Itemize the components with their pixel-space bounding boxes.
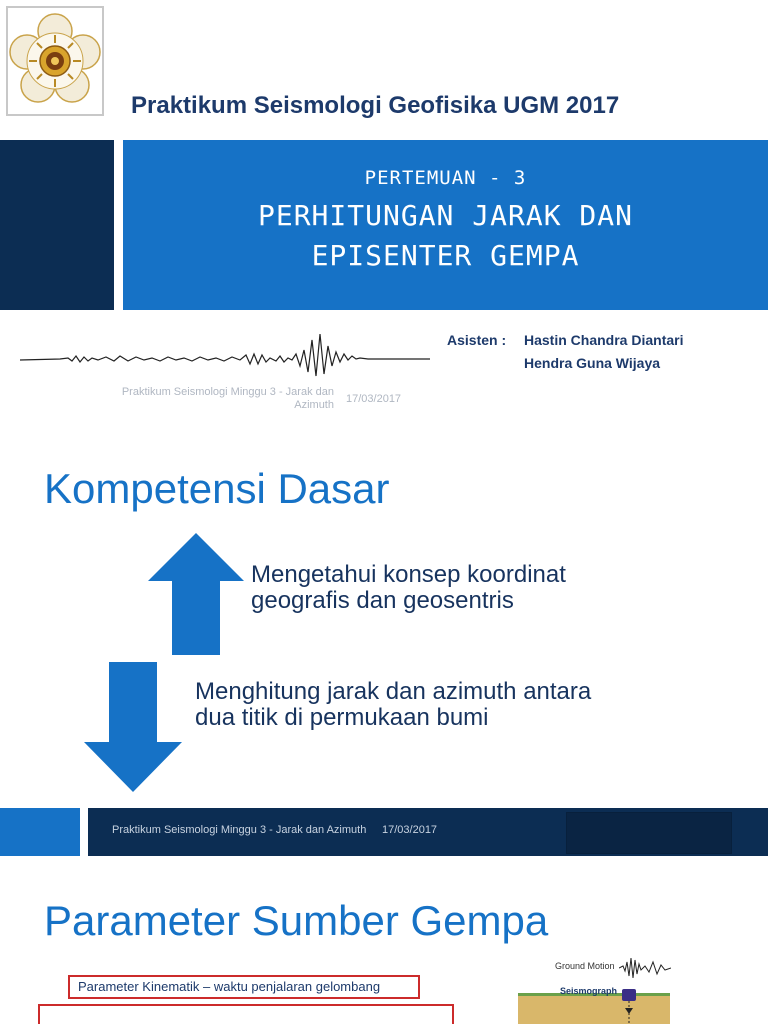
footer-blue-block [0, 808, 80, 856]
navy-accent-block [0, 140, 114, 310]
seismogram-trace [20, 328, 430, 385]
kinematic-parameter-box: Parameter Kinematik – waktu penjalaran gelombang [68, 975, 420, 999]
banner-title-line2: EPISENTER GEMPA [311, 239, 580, 272]
arrow-down-icon [84, 662, 182, 797]
asisten-name-1: Hastin Chandra Diantari [524, 332, 684, 348]
slide2-footer-text: Praktikum Seismologi Minggu 3 - Jarak dan Azimuth [112, 824, 367, 836]
ground-motion-label: Ground Motion [555, 961, 615, 971]
parameter-heading: Parameter Sumber Gempa [44, 897, 549, 944]
competency-point-1: Mengetahui konsep koordinat geografis dan geosentris [251, 561, 566, 614]
ugm-logo [6, 6, 104, 116]
title-banner [123, 140, 768, 310]
banner-title [123, 196, 768, 276]
arrow-up-icon [148, 533, 244, 660]
footer-dark-box [566, 812, 732, 854]
seismograph-illustration [518, 978, 670, 1024]
banner-subtitle: PERTEMUAN - 3 [364, 167, 527, 189]
competency-point-2: Menghitung jarak dan azimuth antara dua titik di permukaan bumi [195, 678, 592, 731]
asisten-name-2: Hendra Guna Wijaya [524, 355, 661, 371]
slide2-footer-date: 17/03/2017 [382, 824, 438, 836]
banner-title-line1: PERHITUNGAN JARAK DAN [257, 199, 633, 232]
kompetensi-heading: Kompetensi Dasar [44, 465, 390, 512]
parameter-detail-box [38, 1004, 454, 1024]
slide1-footer-text: Praktikum Seismologi Minggu 3 - Jarak dan Azimuth [121, 386, 334, 411]
asisten-label: Asisten : [447, 332, 507, 348]
course-title: Praktikum Seismologi Geofisika UGM 2017 [131, 92, 620, 119]
seismograph-label: Seismograph [560, 986, 618, 996]
slide1-footer-date: 17/03/2017 [346, 393, 402, 405]
